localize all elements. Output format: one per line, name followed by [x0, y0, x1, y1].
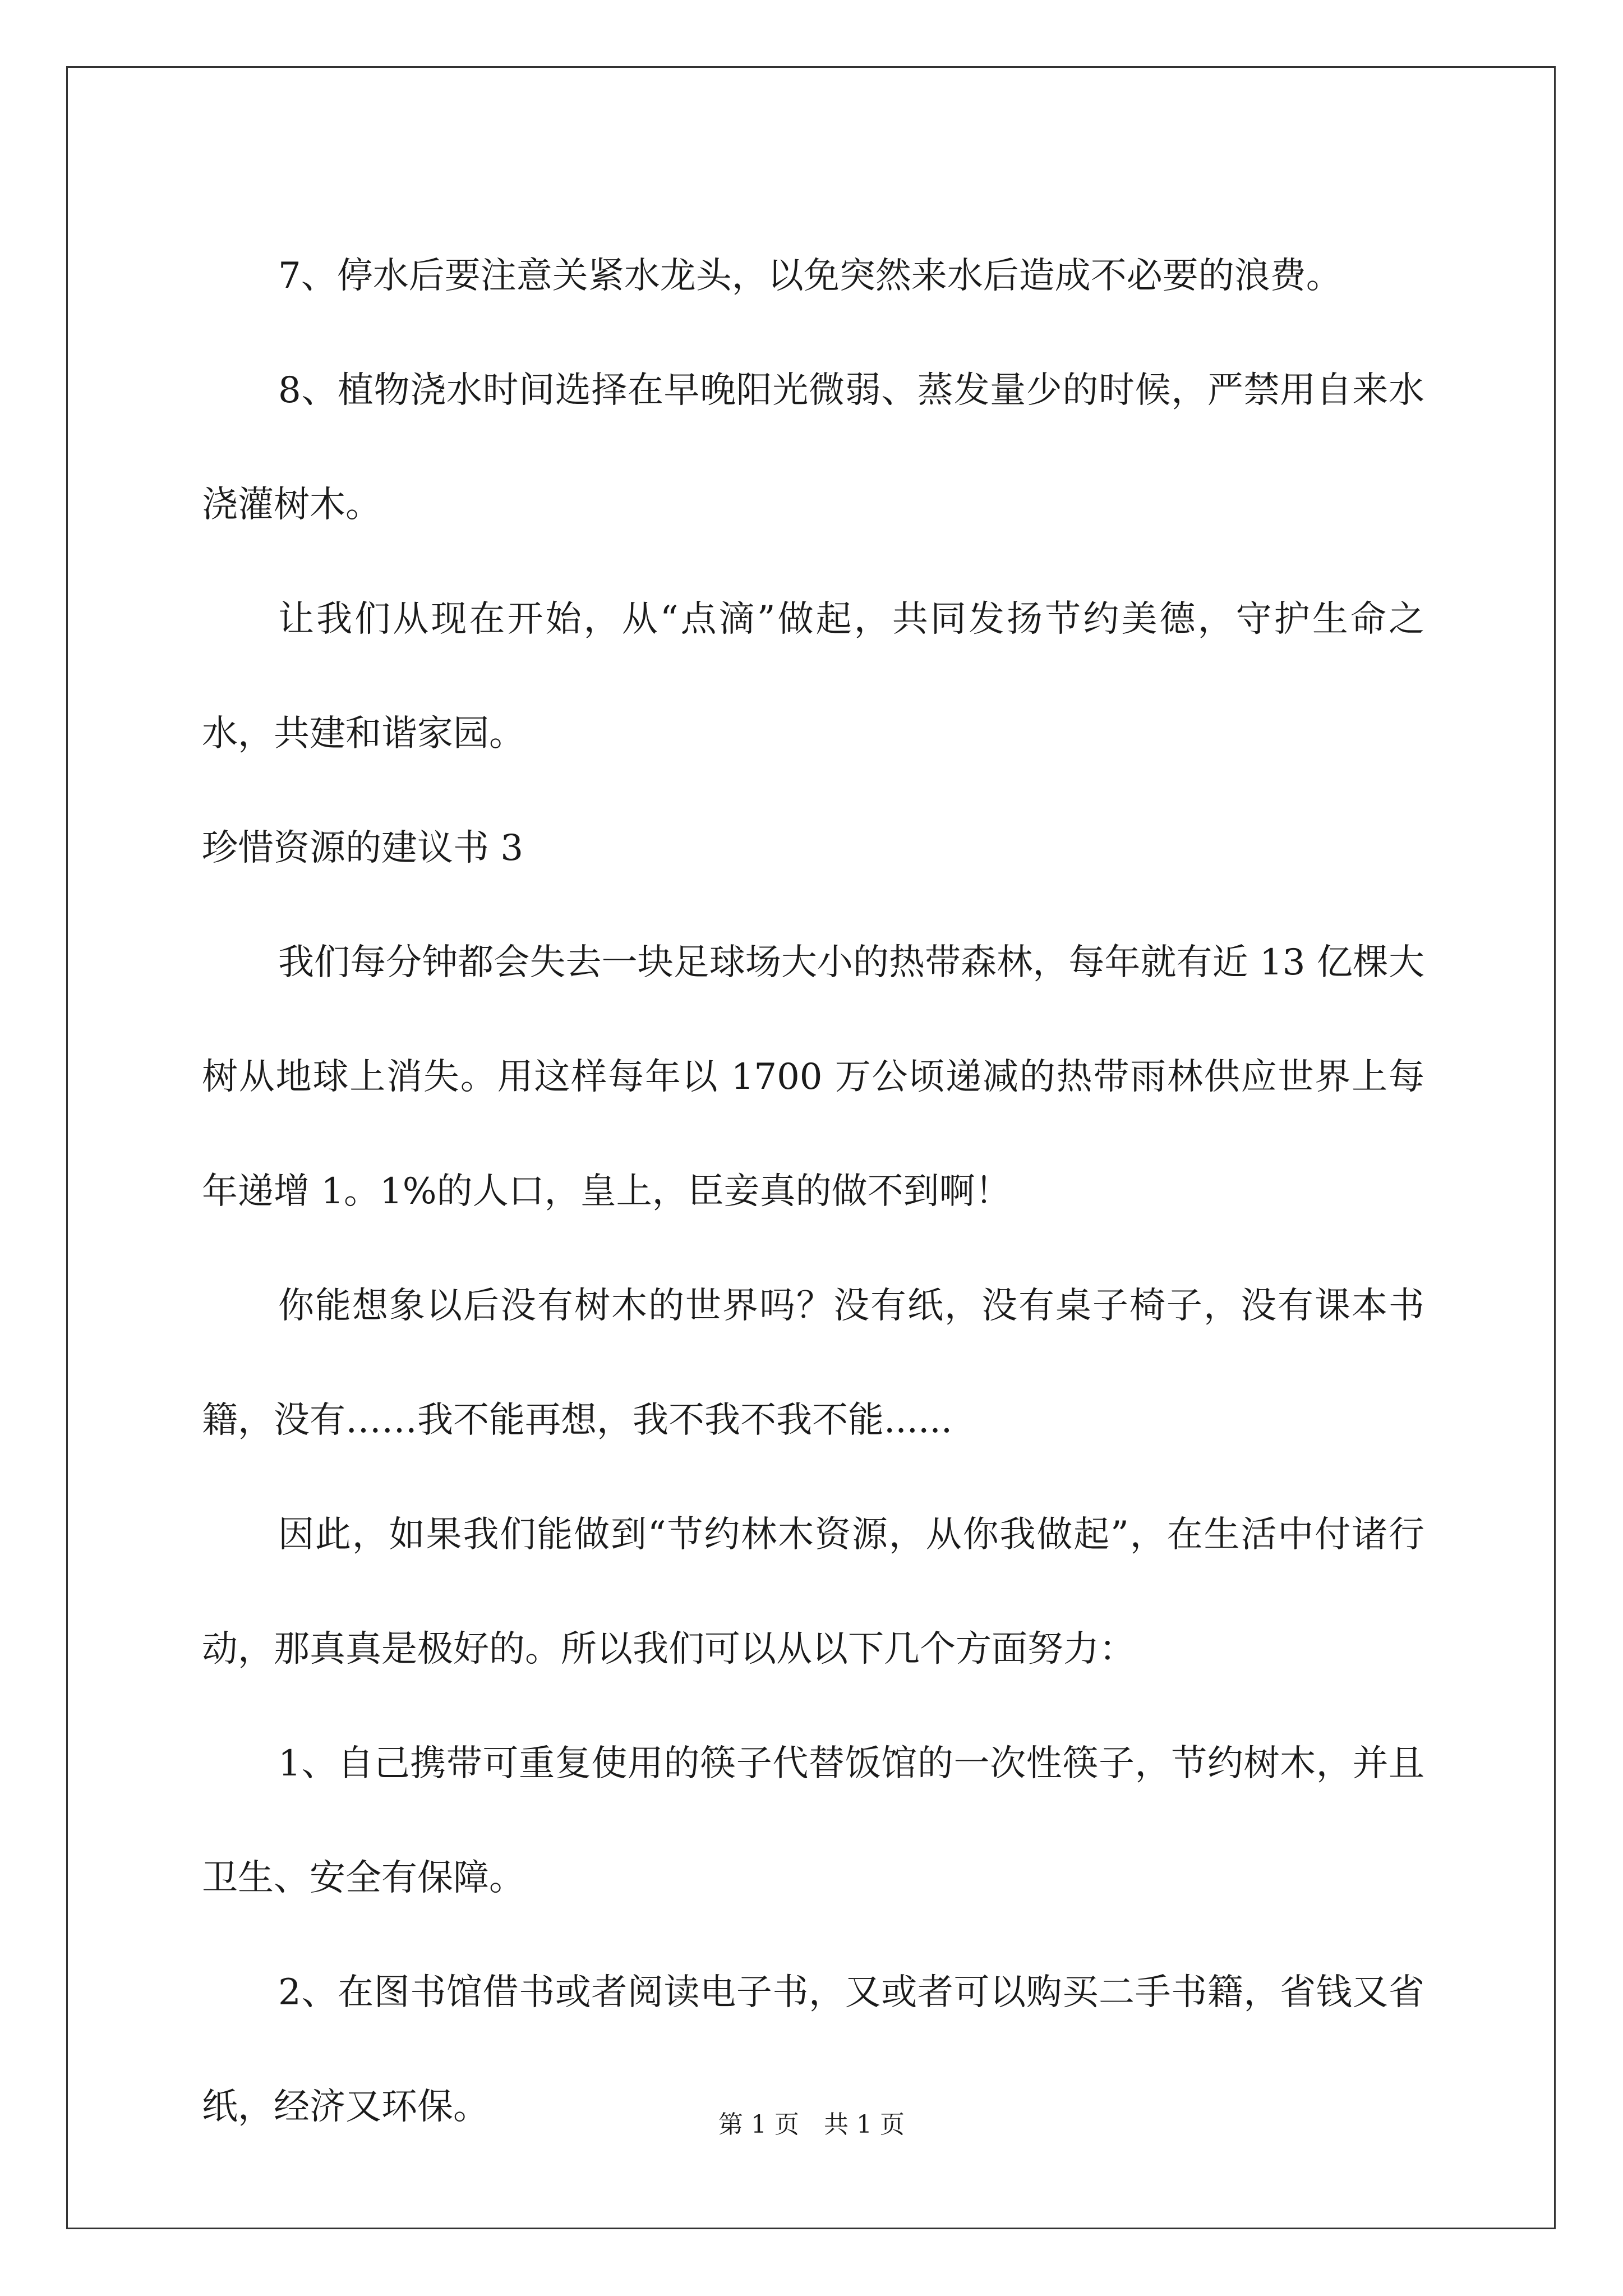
paragraph-forest-loss: 我们每分钟都会失去一块足球场大小的热带森林，每年就有近 13 亿棵大树从地球上消失。用这样每年以 1700 万公顷递减的热带雨林供应世界上每年递增 1。1%的人口，皇上，臣妾真的做不到啊！ — [202, 942, 1424, 1212]
paragraph-closing-call: 让我们从现在开始，从“点滴”做起，共同发扬节约美德，守护生命之水，共建和谐家园。 — [202, 599, 1424, 754]
paragraph-8-plant-watering: 8、植物浇水时间选择在早晚阳光微弱、蒸发量少的时候，严禁用自来水浇灌树木。 — [202, 370, 1424, 526]
section-heading: 珍惜资源的建议书 3 — [202, 827, 524, 869]
paragraph-imagine-world: 你能想象以后没有树木的世界吗？没有纸，没有桌子椅子，没有课本书籍，没有……我不能再想，我不我不我不能...... — [202, 1285, 1424, 1441]
paragraph-item-1-chopsticks: 1、自己携带可重复使用的筷子代替饭馆的一次性筷子，节约树木，并且卫生、安全有保障。 — [202, 1743, 1424, 1899]
paragraph-7-water-tap: 7、停水后要注意关紧水龙头，以免突然来水后造成不必要的浪费。 — [278, 255, 1342, 297]
paragraph-item-2-books: 2、在图书馆借书或者阅读电子书，又或者可以购买二手书籍，省钱又省纸，经济又环保。 — [202, 1972, 1424, 2128]
page-footer: 第 1 页 共 1 页 — [718, 2110, 905, 2139]
paragraph-therefore: 因此，如果我们能做到“节约林木资源，从你我做起”，在生活中付诸行动，那真真是极好的。所以我们可以从以下几个方面努力： — [202, 1514, 1424, 1670]
document-body — [202, 219, 1424, 2164]
